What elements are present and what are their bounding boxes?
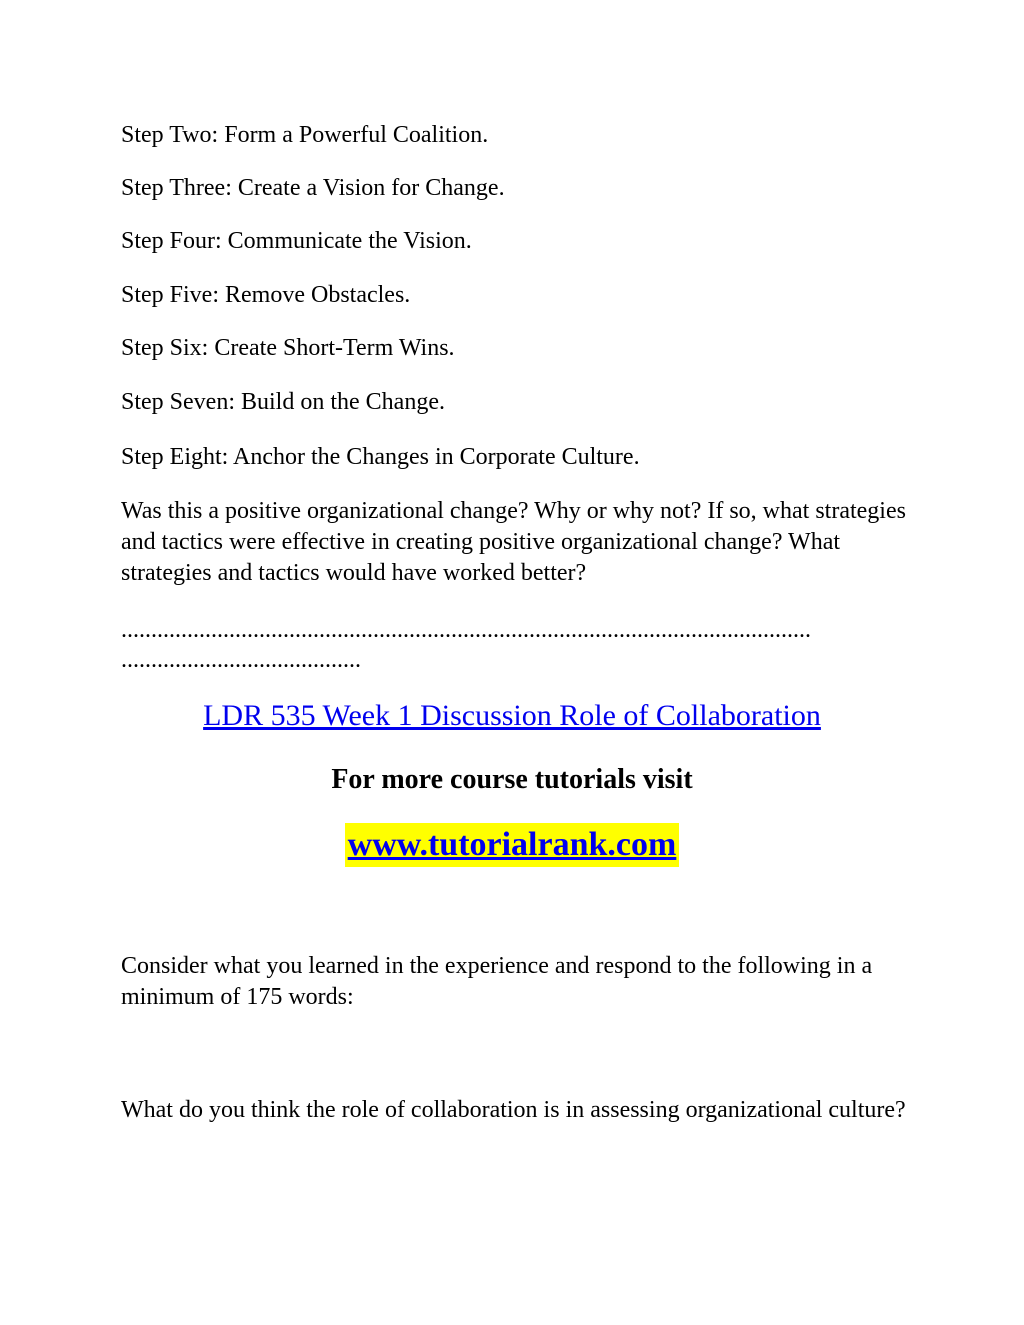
step-six: Step Six: Create Short-Term Wins.: [121, 335, 455, 361]
visit-text: For more course tutorials visit: [331, 764, 693, 795]
step-eight: Step Eight: Anchor the Changes in Corporate Culture.: [121, 444, 640, 470]
step-seven: Step Seven: Build on the Change.: [121, 389, 445, 415]
site-url-wrapper: [0, 823, 1024, 867]
step-four: Step Four: Communicate the Vision.: [121, 228, 472, 254]
step-two: Step Two: Form a Powerful Coalition.: [121, 122, 489, 148]
course-title-link[interactable]: LDR 535 Week 1 Discussion Role of Collaboration: [203, 699, 821, 732]
site-url-link[interactable]: www.tutorialrank.com: [345, 823, 680, 867]
final-question: What do you think the role of collaboration is in assessing organizational culture?: [121, 1097, 906, 1123]
course-title-wrapper: [0, 697, 1024, 735]
instruction-paragraph: Consider what you learned in the experience and respond to the following in a minimum of 175 words:: [121, 953, 873, 1010]
question-paragraph: Was this a positive organizational change? Why or why not? If so, what strategies and tactics were effective in creating positive organizational change? What strategies and tactics would have worked better?: [121, 498, 906, 586]
separator-line-1: ...................................................................................................................: [121, 617, 811, 643]
separator-line-2: ........................................: [121, 647, 361, 673]
step-five: Step Five: Remove Obstacles.: [121, 282, 411, 308]
step-three: Step Three: Create a Vision for Change.: [121, 175, 505, 201]
